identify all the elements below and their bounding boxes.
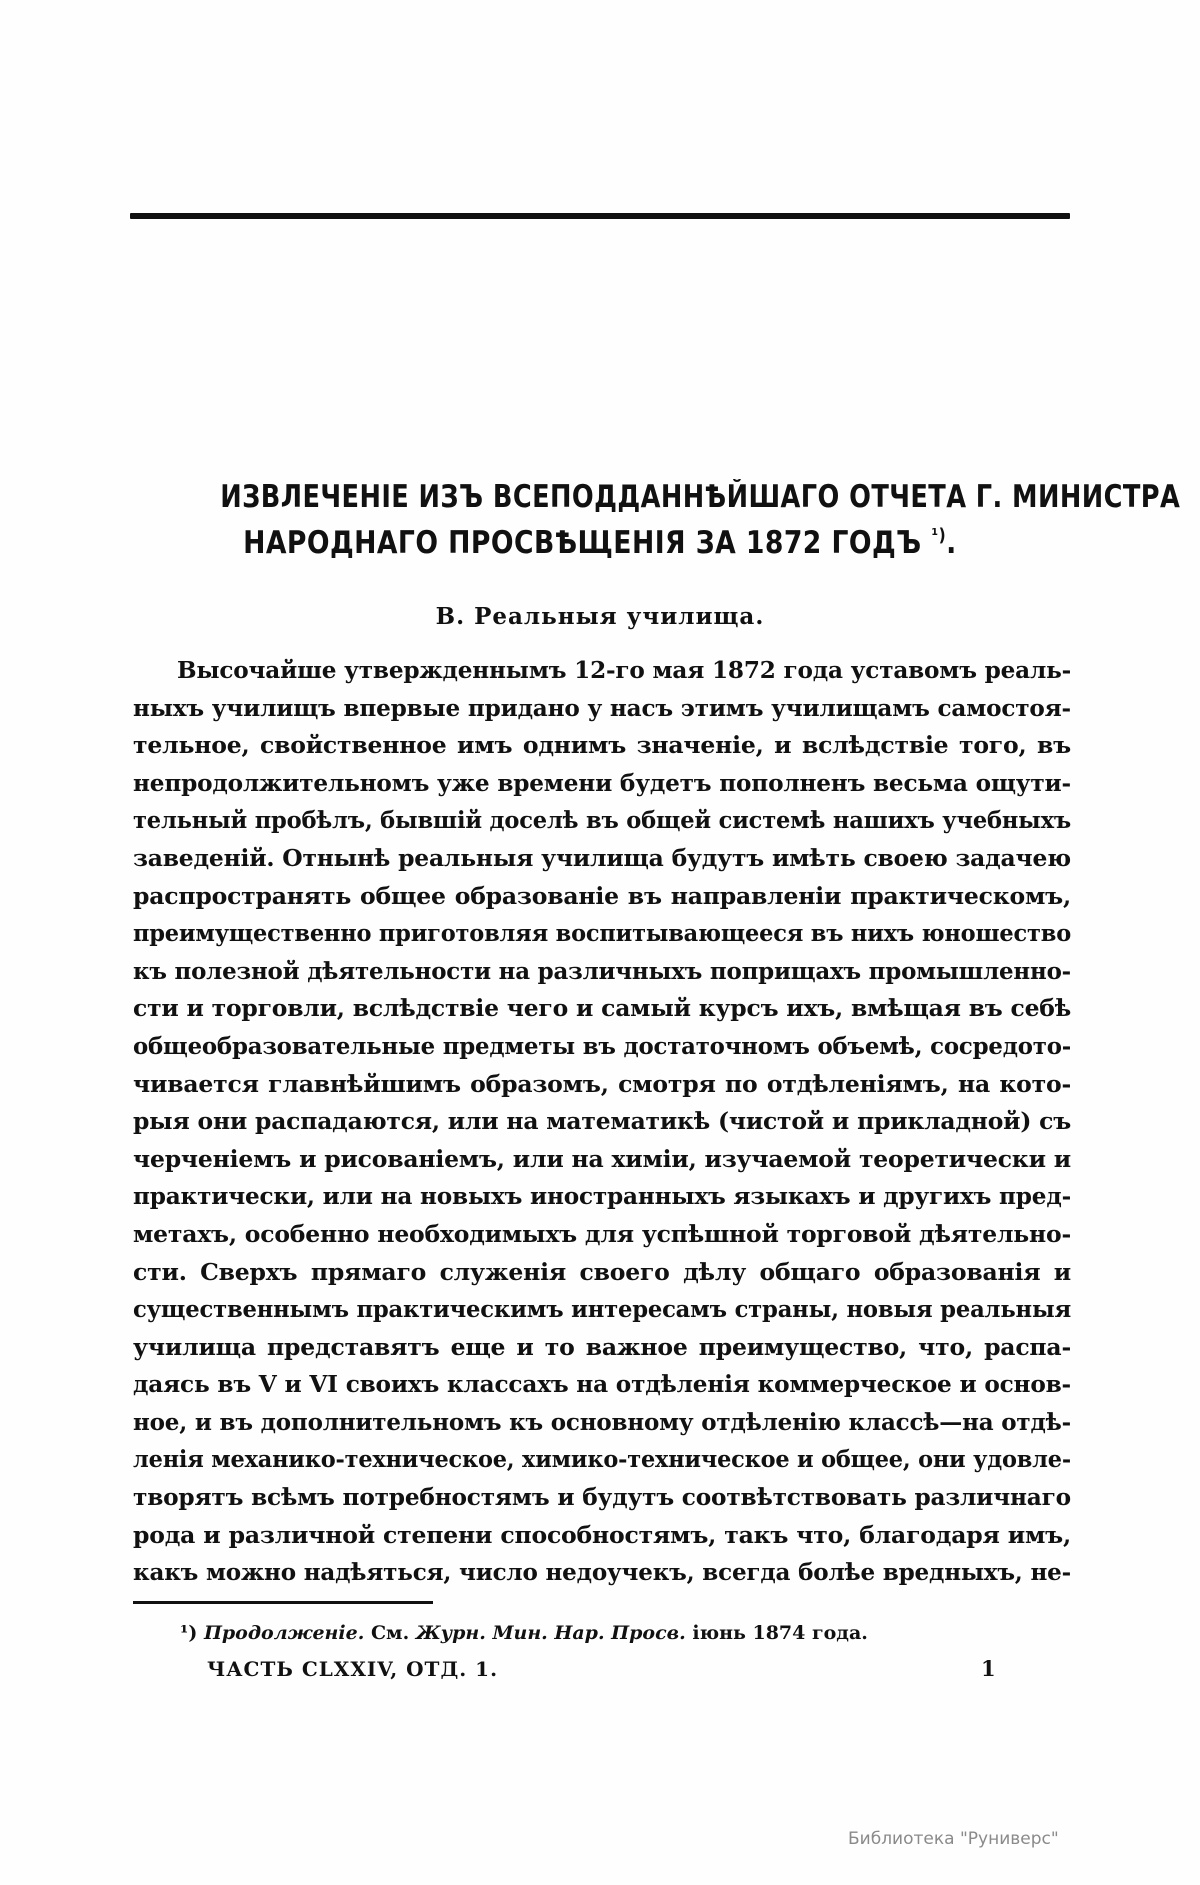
body-line-text: сти и торговли, вслѣдствіе чего и самый курсъ ихъ, вмѣщая въ себѣ	[133, 994, 1072, 1023]
body-line-text: черченіемъ и рисованіемъ, или на химіи, изучаемой теоретически и	[133, 1144, 1071, 1173]
body-line-text: къ полезной дѣятельности на различныхъ поприщахъ промышленно-	[133, 956, 1071, 985]
body-line	[133, 1517, 1071, 1555]
body-line	[133, 1066, 1071, 1104]
body-line	[133, 652, 1071, 690]
body-line	[133, 840, 1071, 878]
body-line-text: даясь въ V и VI своихъ классахъ на отдѣленія коммерческое и основ-	[133, 1370, 1071, 1399]
body-line-text: чивается главнѣйшимъ образомъ, смотря по отдѣленіямъ, на кото-	[133, 1069, 1072, 1098]
title-footnote-mark: ¹)	[931, 525, 947, 546]
body-line	[133, 1028, 1071, 1066]
body-line-text: общеобразовательные предметы въ достаточномъ объемѣ, сосредото-	[133, 1031, 1072, 1060]
body-line	[133, 1404, 1071, 1442]
footnote-italic-1: Продолженіе.	[203, 1622, 365, 1644]
body-line-text: Высочайше утвержденнымъ 12-го мая 1872 года уставомъ реаль-	[177, 656, 1072, 684]
body-line-text: ныхъ училищъ впервые придано у насъ этимъ училищамъ самостоя-	[133, 693, 1071, 722]
body-line	[133, 765, 1071, 803]
title-line-2-wrap	[243, 520, 957, 571]
title-line-2-text: НАРОДНАГО ПРОСВѢЩЕНІЯ ЗА 1872 ГОДЪ	[243, 525, 922, 561]
footnote-plain-1: См.	[370, 1622, 410, 1644]
body-line-text: сти. Сверхъ прямаго служенія своего дѣлу общаго образованія и	[133, 1257, 1072, 1286]
body-line	[133, 878, 1071, 916]
body-line-text: ное, и въ дополнительномъ къ основному отдѣленію классѣ—на отдѣ-	[133, 1407, 1071, 1436]
body-line	[133, 1216, 1071, 1254]
body-line-text: непродолжительномъ уже времени будетъ пополненъ весьма ощути-	[133, 768, 1071, 797]
library-watermark: Библиотека "Руниверс"	[848, 1829, 1059, 1849]
body-line-text: рода и различной степени способностямъ, такъ что, благодаря имъ,	[133, 1520, 1071, 1549]
body-line	[133, 1254, 1071, 1292]
body-line-text: преимущественно приготовляя воспитывающееся въ нихъ юношество	[133, 919, 1072, 948]
body-line	[133, 1329, 1071, 1367]
body-line	[133, 1554, 1071, 1592]
body-line	[133, 1291, 1071, 1329]
footnote-mark: ¹)	[180, 1622, 198, 1644]
title-end-punct: .	[946, 525, 957, 561]
title-line-2	[120, 520, 1080, 566]
footnote	[180, 1618, 868, 1648]
body-line	[133, 802, 1071, 840]
body-line	[133, 1103, 1071, 1141]
footnote-plain-2: іюнь 1874 года.	[692, 1622, 868, 1644]
body-line-text: метахъ, особенно необходимыхъ для успѣшной торговой дѣятельно-	[133, 1219, 1072, 1248]
body-line-text: существеннымъ практическимъ интересамъ страны, новыя реальныя	[133, 1295, 1072, 1324]
body-line	[133, 915, 1071, 953]
body-line	[133, 690, 1071, 728]
footnote-rule	[133, 1601, 433, 1604]
body-line-text: рыя они распадаются, или на математикѣ (чистой и прикладной) съ	[133, 1107, 1072, 1136]
body-line-text: ленія механико-техническое, химико-техническое и общее, они удовле-	[133, 1445, 1071, 1474]
footer-part-label: ЧАСТЬ CLXXIV, ОТД. 1.	[207, 1657, 499, 1681]
body-line	[133, 727, 1071, 765]
page-number: 1	[981, 1656, 996, 1681]
body-line	[133, 953, 1071, 991]
body-line	[133, 1141, 1071, 1179]
body-line-text: практически, или на новыхъ иностранныхъ языкахъ и другихъ пред-	[133, 1182, 1071, 1211]
body-line-text: тельный пробѣлъ, бывшій доселѣ въ общей системѣ нашихъ учебныхъ	[133, 806, 1071, 835]
body-line-text: какъ можно надѣяться, число недоучекъ, всегда болѣе вредныхъ, не-	[133, 1558, 1071, 1587]
body-line	[133, 1366, 1071, 1404]
top-rule	[130, 213, 1070, 219]
body-line-text: тельное, свойственное имъ однимъ значеніе, и вслѣдствіе того, въ	[133, 731, 1071, 760]
body-line-text: творятъ всѣмъ потребностямъ и будутъ соотвѣтствовать различнаго	[133, 1483, 1071, 1512]
body-line	[133, 1441, 1071, 1479]
body-line-text: распространять общее образованіе въ направленіи практическомъ,	[133, 881, 1071, 910]
document-title	[120, 474, 1181, 566]
body-line	[133, 990, 1071, 1028]
body-line	[133, 1479, 1071, 1517]
title-line-1-text: ИЗВЛЕЧЕНІЕ ИЗЪ ВСЕПОДДАННѢЙШАГО ОТЧЕТА Г. МИНИСТРА	[220, 479, 1181, 515]
body-paragraph	[133, 652, 1071, 1592]
section-heading: В. Реальныя училища.	[435, 603, 765, 630]
title-line-1	[120, 474, 1181, 520]
footnote-italic-2: Журн. Мин. Нар. Просв.	[415, 1622, 686, 1644]
body-line-text: училища представятъ еще и то важное преимущество, что, распа-	[133, 1332, 1072, 1361]
body-line	[133, 1178, 1071, 1216]
body-line-text: заведеній. Отнынѣ реальныя училища будутъ имѣть своею задачею	[133, 843, 1071, 872]
